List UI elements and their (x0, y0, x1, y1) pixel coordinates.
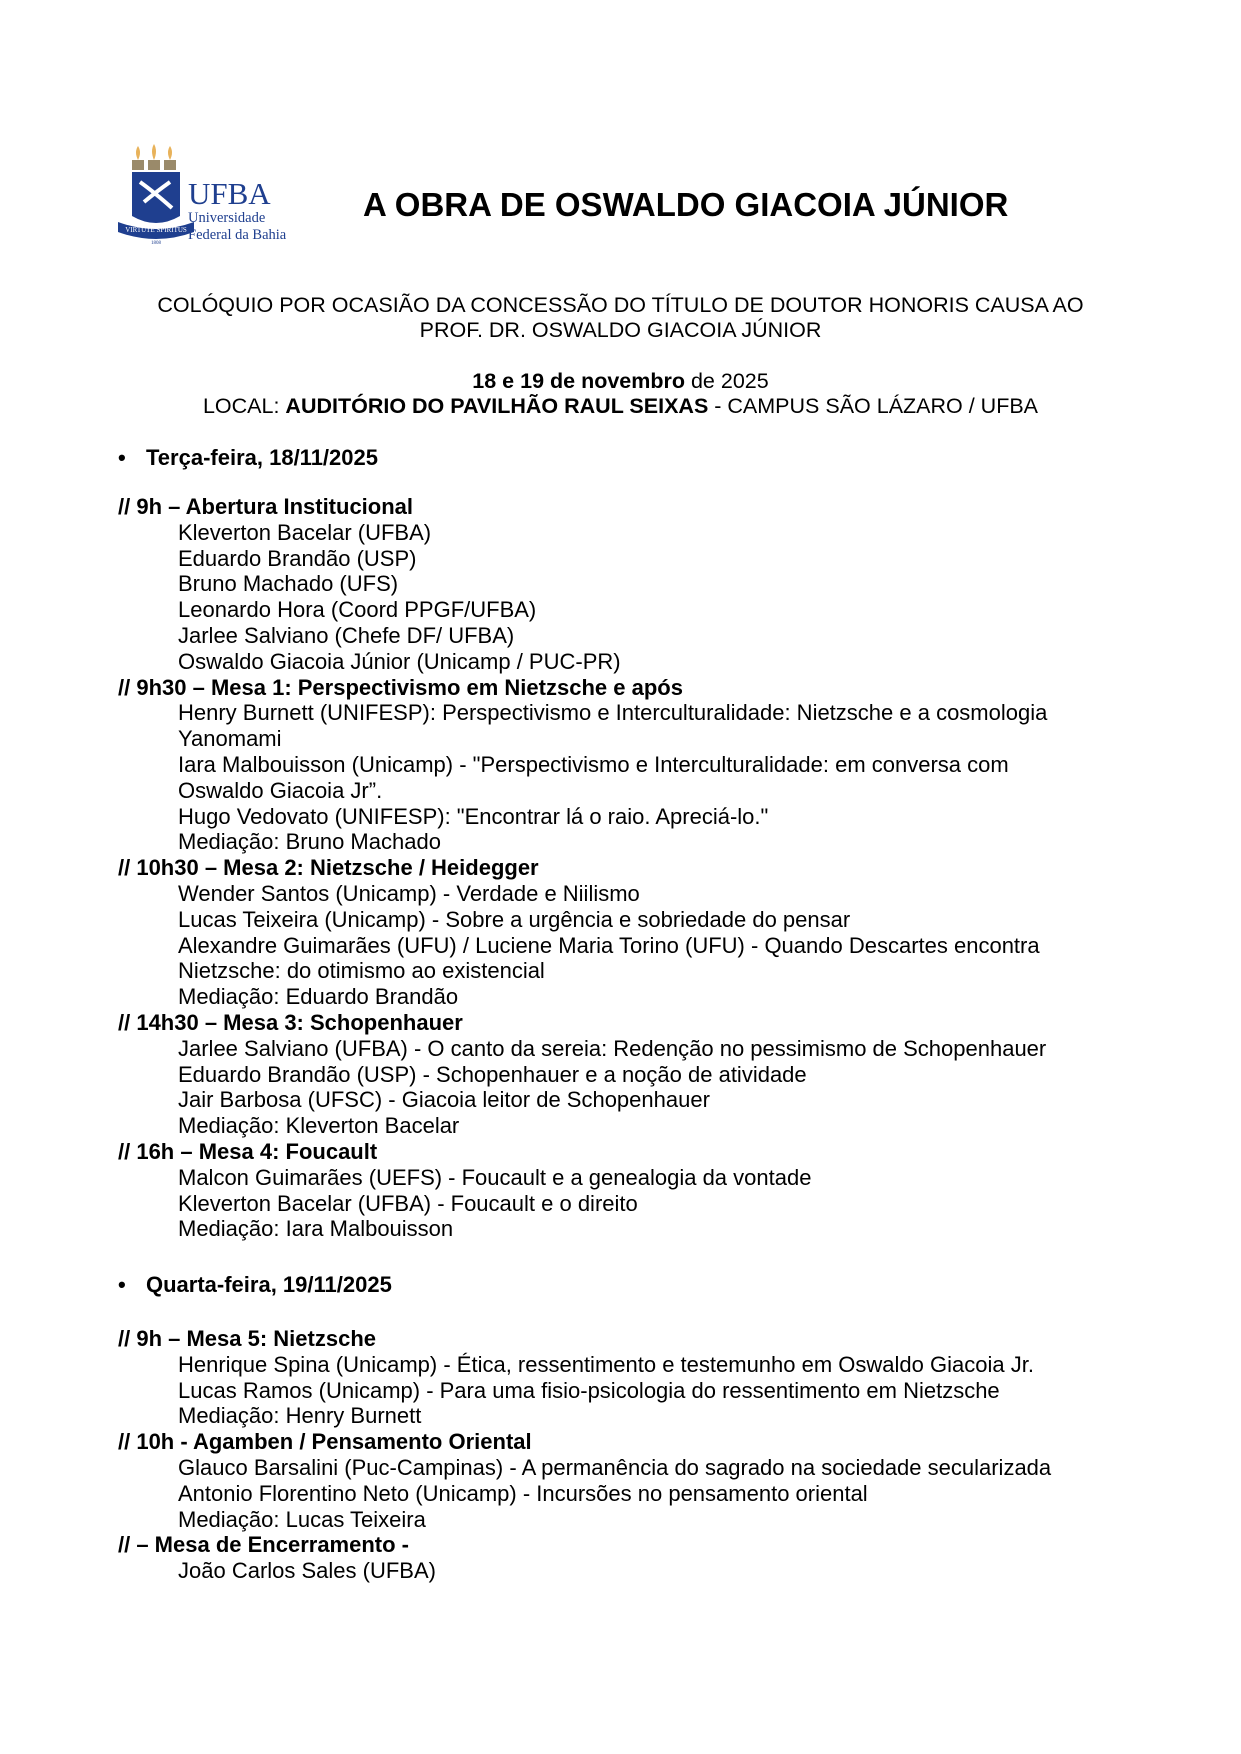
session-item: Eduardo Brandão (USP) - Schopenhauer e a noção de atividade (178, 1061, 807, 1087)
subtitle-line-1: COLÓQUIO POR OCASIÃO DA CONCESSÃO DO TÍTULO DE DOUTOR HONORIS CAUSA AO (157, 293, 1084, 317)
ufba-logo (118, 142, 323, 264)
svg-text:1808: 1808 (151, 241, 161, 246)
svg-text:VIRTUTE SPIRITUS: VIRTUTE SPIRITUS (125, 226, 187, 234)
location-label: LOCAL: (202, 394, 286, 418)
bullet-icon: • (118, 445, 126, 470)
session-item: João Carlos Sales (UFBA) (178, 1558, 436, 1584)
svg-text:Federal da Bahia: Federal da Bahia (188, 227, 287, 243)
session-heading: // 14h30 – Mesa 3: Schopenhauer (118, 1009, 463, 1035)
session-heading: // 9h – Abertura Institucional (118, 494, 414, 519)
session-item: Henry Burnett (UNIFESP): Perspectivismo e Interculturalidade: Nietzsche e a cosmologia (178, 700, 1048, 726)
session-item: Jarlee Salviano (Chefe DF/ UFBA) (178, 622, 515, 648)
document-title: A OBRA DE OSWALDO GIACOIA JÚNIOR (363, 186, 1009, 223)
session-item: Hugo Vedovato (UNIFESP): "Encontrar lá o raio. Apreciá-lo." (178, 803, 769, 829)
day-label: Terça-feira, 18/11/2025 (146, 445, 378, 470)
event-info (0, 369, 1241, 419)
session-item: Jair Barbosa (UFSC) - Giacoia leitor de Schopenhauer (178, 1087, 710, 1113)
session-item: Yanomami (178, 726, 282, 752)
event-date-year: de 2025 (685, 369, 769, 393)
session-heading: // 16h – Mesa 4: Foucault (118, 1138, 378, 1164)
event-date (0, 369, 1241, 394)
session-heading: // 10h - Agamben / Pensamento Oriental (118, 1429, 532, 1455)
session-item: Jarlee Salviano (UFBA) - O canto da sereia: Redenção no pessimismo de Schopenhauer (178, 1035, 1047, 1061)
location-venue: AUDITÓRIO DO PAVILHÃO RAUL SEIXAS (285, 394, 709, 418)
schedule-day-2 (118, 1326, 1218, 1584)
session-item: Wender Santos (Unicamp) - Verdade e Niilismo (178, 880, 640, 906)
session-item: Mediação: Kleverton Bacelar (178, 1113, 460, 1139)
session-item: Lucas Teixeira (Unicamp) - Sobre a urgência e sobriedade do pensar (178, 906, 851, 932)
svg-text:UFBA: UFBA (188, 176, 271, 211)
session-item: Kleverton Bacelar (UFBA) - Foucault e o direito (178, 1190, 638, 1216)
event-date-bold: 18 e 19 de novembro (472, 369, 685, 393)
session-item: Malcon Guimarães (UEFS) - Foucault e a genealogia da vontade (178, 1164, 812, 1190)
session-item: Oswaldo Giacoia Jr”. (178, 777, 383, 803)
session-item: Antonio Florentino Neto (Unicamp) - Incursões no pensamento oriental (178, 1480, 868, 1506)
subtitle (0, 293, 1241, 343)
day-heading-1 (118, 445, 378, 471)
svg-text:Universidade: Universidade (188, 210, 266, 226)
session-item: Bruno Machado (UFS) (178, 571, 399, 597)
day-heading-2 (118, 1272, 392, 1298)
session-item: Nietzsche: do otimismo ao existencial (178, 958, 545, 984)
session-item: Oswaldo Giacoia Júnior (Unicamp / PUC-PR) (178, 648, 621, 674)
location-campus: - CAMPUS SÃO LÁZARO / UFBA (708, 394, 1039, 418)
session-item: Lucas Ramos (Unicamp) - Para uma fisio-psicologia do ressentimento em Nietzsche (178, 1377, 1000, 1403)
day-label: Quarta-feira, 19/11/2025 (146, 1272, 392, 1297)
session-item: Mediação: Eduardo Brandão (178, 984, 459, 1010)
session-heading: // 9h – Mesa 5: Nietzsche (118, 1326, 376, 1351)
session-item: Kleverton Bacelar (UFBA) (178, 519, 432, 545)
session-item: Mediação: Bruno Machado (178, 829, 441, 855)
schedule-day-1 (118, 494, 1218, 1242)
session-item: Mediação: Lucas Teixeira (178, 1506, 426, 1532)
session-item: Leonardo Hora (Coord PPGF/UFBA) (178, 597, 537, 623)
session-item: Iara Malbouisson (Unicamp) - "Perspectivismo e Interculturalidade: em conversa com (178, 751, 1009, 777)
session-heading: // 9h30 – Mesa 1: Perspectivismo em Nietzsche e após (118, 674, 683, 700)
session-item: Alexandre Guimarães (UFU) / Luciene Maria Torino (UFU) - Quando Descartes encontra (178, 932, 1040, 958)
session-item: Henrique Spina (Unicamp) - Ética, ressentimento e testemunho em Oswaldo Giacoia Jr. (178, 1351, 1034, 1377)
session-item: Glauco Barsalini (Puc-Campinas) - A permanência do sagrado na sociedade secularizada (178, 1454, 1052, 1480)
event-location (0, 394, 1241, 419)
subtitle-line-2: PROF. DR. OSWALDO GIACOIA JÚNIOR (419, 318, 822, 342)
session-heading: // 10h30 – Mesa 2: Nietzsche / Heidegger (118, 855, 539, 881)
session-heading: // – Mesa de Encerramento - (118, 1532, 409, 1558)
session-item: Mediação: Henry Burnett (178, 1403, 422, 1429)
bullet-icon: • (118, 1272, 126, 1297)
session-item: Mediação: Iara Malbouisson (178, 1216, 454, 1242)
session-item: Eduardo Brandão (USP) (178, 545, 417, 571)
